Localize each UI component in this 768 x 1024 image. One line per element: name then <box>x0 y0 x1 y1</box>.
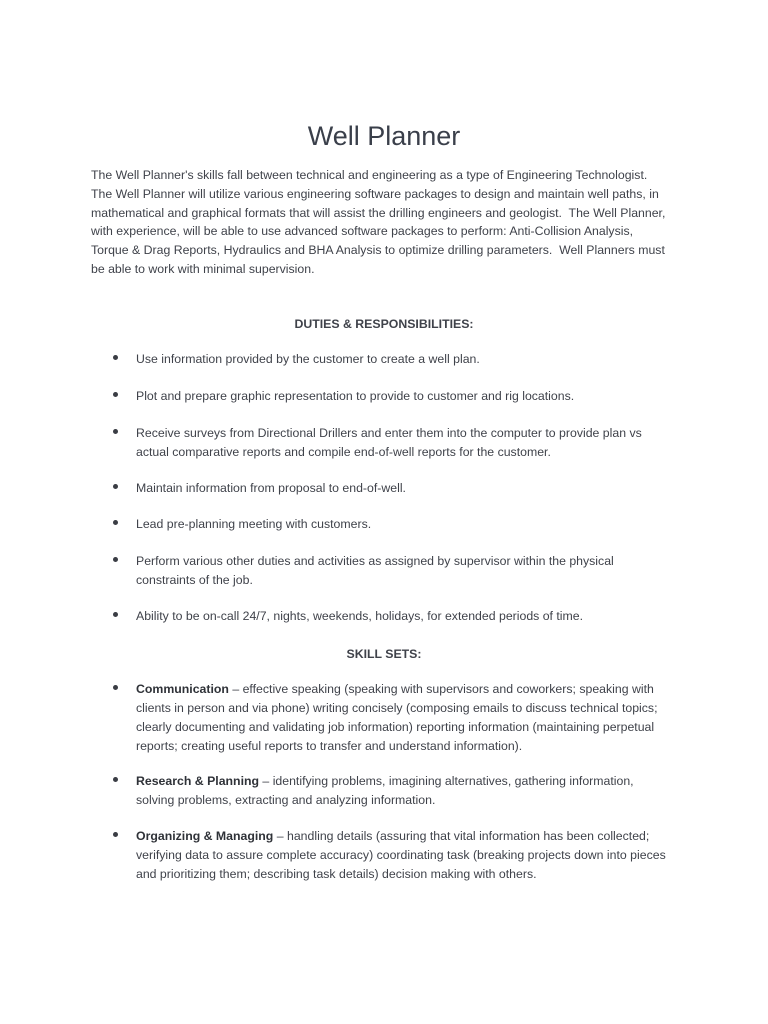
skill-line: clients in person and via phone) writing concisely (composing emails to discuss technical topics; <box>136 701 658 715</box>
bullet-icon <box>113 429 118 434</box>
duty-line: Plot and prepare graphic representation to provide to customer and rig locations. <box>136 389 575 403</box>
skill-term: Research & Planning <box>136 774 260 788</box>
skill-term: Organizing & Managing <box>136 829 274 843</box>
skill-description: – identifying problems, imagining alternatives, gathering information, <box>259 774 634 788</box>
bullet-icon <box>113 557 118 562</box>
bullet-icon <box>113 484 118 489</box>
skill-line: and prioritizing them; describing task details) decision making with others. <box>136 867 537 881</box>
intro-line: with experience, will be able to use advanced software packages to perform: Anti-Collision Analysis, <box>91 224 634 238</box>
skill-line: clearly documenting and validating job information) reporting information (maintaining perpetual <box>136 720 655 734</box>
skill-first-line <box>136 772 634 791</box>
skill-first-line <box>136 680 654 699</box>
skill-line: solving problems, extracting and analyzing information. <box>136 793 436 807</box>
skill-line: verifying data to assure complete accuracy) coordinating task (breaking projects down into pieces <box>136 848 666 862</box>
bullet-icon <box>113 612 118 617</box>
duty-line: Use information provided by the customer to create a well plan. <box>136 352 480 366</box>
duty-line: Receive surveys from Directional Drillers and enter them into the computer to provide plan vs <box>136 426 642 440</box>
duty-line: constraints of the job. <box>136 573 253 587</box>
intro-line: The Well Planner will utilize various engineering software packages to design and maintain well paths, in <box>91 187 659 201</box>
duty-line: Perform various other duties and activities as assigned by supervisor within the physical <box>136 554 614 568</box>
skill-description: – effective speaking (speaking with supervisors and coworkers; speaking with <box>228 682 654 696</box>
duty-line: Lead pre-planning meeting with customers. <box>136 517 372 531</box>
bullet-icon <box>113 520 118 525</box>
intro-line: be able to work with minimal supervision. <box>91 262 315 276</box>
skill-term: Communication <box>136 682 229 696</box>
bullet-icon <box>113 392 118 397</box>
bullet-icon <box>113 355 118 360</box>
duties-heading: DUTIES & RESPONSIBILITIES: <box>294 317 474 331</box>
duty-line: Ability to be on-call 24/7, nights, weekends, holidays, for extended periods of time. <box>136 609 584 623</box>
bullet-icon <box>113 777 118 782</box>
skill-description: – handling details (assuring that vital information has been collected; <box>273 829 650 843</box>
bullet-icon <box>113 832 118 837</box>
intro-line: Torque & Drag Reports, Hydraulics and BHA Analysis to optimize drilling parameters. Well Planners must <box>91 243 665 257</box>
page-title: Well Planner <box>307 121 461 151</box>
bullet-icon <box>113 685 118 690</box>
skills-heading: SKILL SETS: <box>346 647 422 661</box>
duty-line: actual comparative reports and compile end-of-well reports for the customer. <box>136 445 551 459</box>
duty-line: Maintain information from proposal to end-of-well. <box>136 481 406 495</box>
intro-line: The Well Planner's skills fall between technical and engineering as a type of Engineering Technologist. <box>91 168 648 182</box>
skill-first-line <box>136 827 649 846</box>
intro-line: mathematical and graphical formats that will assist the drilling engineers and geologist. The Well Planner, <box>91 206 666 220</box>
skill-line: reports; creating useful reports to transfer and understand information). <box>136 739 523 753</box>
